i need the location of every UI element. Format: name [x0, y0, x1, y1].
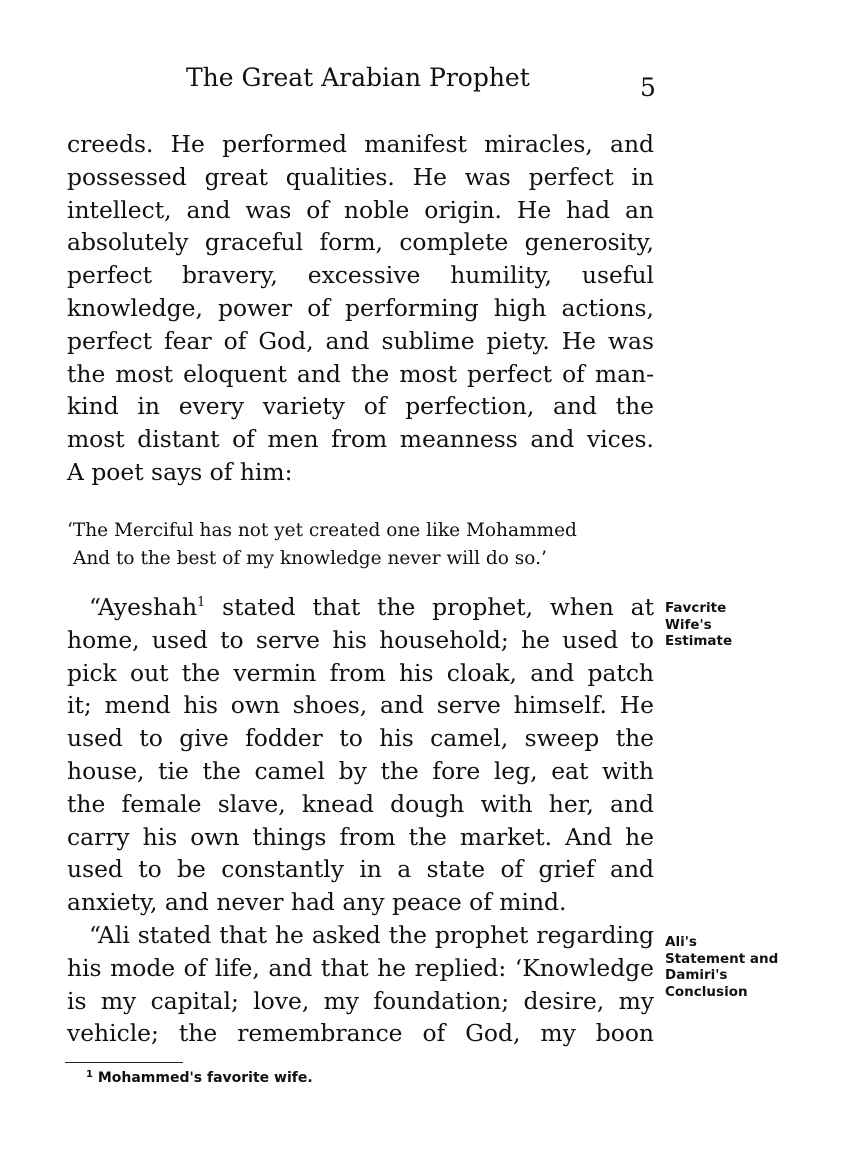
page-number: 5 — [640, 73, 656, 102]
sidenote-ali-statement — [665, 934, 815, 1000]
paragraph-2 — [67, 591, 654, 1050]
text-line: “Ali stated that he asked the prophet regarding — [89, 920, 654, 949]
footnote-divider — [65, 1062, 183, 1063]
text-line: A poet says of him: — [67, 457, 293, 486]
footnote — [86, 1068, 313, 1088]
sidenote-favorite-wife — [665, 600, 815, 650]
text-line: the female slave, knead dough with her, and — [67, 789, 654, 818]
text-line — [67, 591, 654, 624]
sidenote-line: Estimate — [665, 633, 733, 649]
text-line: home, used to serve his household; he used to — [67, 625, 654, 654]
text-fragment: “Ayeshah — [89, 593, 198, 621]
text-line: his mode of life, and that he replied: ‘Knowledge — [67, 953, 654, 982]
sidenote-line: Damiri's — [665, 967, 728, 983]
paragraph-1 — [67, 128, 654, 489]
text-line: used to give fodder to his camel, sweep the — [67, 724, 654, 753]
footnote-reference: 1 — [197, 595, 206, 610]
verse-line: And to the best of my knowledge never will do so.’ — [73, 548, 547, 569]
sidenote-line: Conclusion — [665, 983, 748, 1000]
text-line: is my capital; love, my foundation; desire, my — [67, 986, 654, 1015]
text-fragment: stated that the prophet, when at — [205, 593, 654, 621]
text-line: perfect fear of God, and sublime piety. He was — [67, 326, 654, 355]
text-line: knowledge, power of performing high actions, — [67, 293, 654, 322]
text-line: anxiety, and never had any peace of mind. — [67, 888, 567, 917]
footnote-text: Mohammed's favorite wife. — [97, 1070, 313, 1086]
text-line: carry his own things from the market. And he — [67, 822, 654, 851]
verse-quotation — [67, 517, 657, 573]
text-line: kind in every variety of perfection, and the — [67, 392, 654, 421]
sidenote-line: Ali's — [665, 934, 697, 950]
text-line: most distant of men from meanness and vices. — [67, 425, 654, 454]
text-line: creeds. He performed manifest miracles, and — [67, 130, 654, 158]
sidenote-line: Wife's — [665, 616, 712, 633]
text-line: possessed great qualities. He was perfect in — [67, 162, 654, 191]
text-line: house, tie the camel by the fore leg, eat with — [67, 756, 654, 785]
text-line: vehicle; the remembrance of God, my boon — [67, 1019, 654, 1048]
text-line: intellect, and was of noble origin. He had an — [67, 195, 654, 224]
footnote-marker: 1 — [86, 1069, 93, 1080]
text-line: perfect bravery, excessive humility, useful — [67, 261, 654, 290]
text-line: the most eloquent and the most perfect of man- — [67, 359, 654, 388]
text-line: absolutely graceful form, complete generosity, — [67, 228, 654, 257]
text-line: pick out the vermin from his cloak, and patch — [67, 658, 654, 687]
text-line: used to be constantly in a state of grief and — [67, 855, 654, 884]
page-title: The Great Arabian Prophet — [186, 63, 530, 92]
verse-line: ‘The Merciful has not yet created one like Mohammed — [67, 520, 577, 541]
sidenote-line: Favcrite — [665, 600, 727, 616]
text-line: it; mend his own shoes, and serve himself. He — [67, 691, 654, 720]
sidenote-line: Statement and — [665, 950, 779, 967]
